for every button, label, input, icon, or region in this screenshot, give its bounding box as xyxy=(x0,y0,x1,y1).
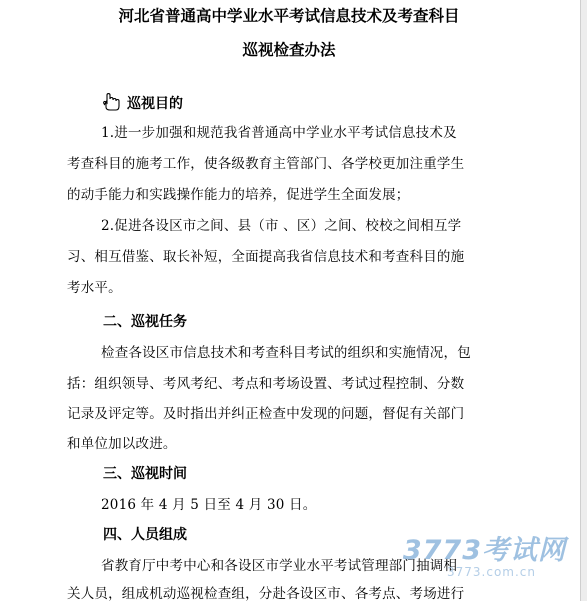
body-line: 记录及评定等。及时指出并纠正检查中发现的问题，督促有关部门 xyxy=(67,406,465,422)
body-line: 和单位加以改进。 xyxy=(67,436,177,452)
section-heading-purpose xyxy=(103,93,183,113)
body-line: 1.进一步加强和规范我省普通高中学业水平考试信息技术及 xyxy=(101,125,457,141)
watermark-logo-text: 3773考试网 xyxy=(402,535,566,566)
section-heading-staff: 四、人员组成 xyxy=(103,527,187,543)
section-heading-tasks: 二、巡视任务 xyxy=(103,314,187,330)
body-line: 的动手能力和实践操作能力的培养，促进学生全面发展； xyxy=(67,187,410,203)
body-line: 考水平。 xyxy=(67,280,122,296)
body-line: 习、相互借鉴、取长补短，全面提高我省信息技术和考查科目的施 xyxy=(67,249,465,265)
body-line: 2016 年 4 月 5 日至 4 月 30 日。 xyxy=(101,497,317,513)
document-title-line-1: 河北省普通高中学业水平考试信息技术及考查科目 xyxy=(118,7,460,25)
watermark-url: 3773.com.cn xyxy=(447,565,536,579)
body-line: 2.促进各设区市之间、县（市 、区）之间、校校之间相互学 xyxy=(101,218,462,234)
hand-pointer-icon xyxy=(103,93,123,111)
section-heading-time: 三、巡视时间 xyxy=(103,466,187,482)
document-title-line-2: 巡视检查办法 xyxy=(242,41,336,59)
body-line: 检查各设区市信息技术和考查科目考试的组织和实施情况，包 xyxy=(101,345,471,361)
body-line: 关人员，组成机动巡视检查组，分赴各设区市、各考点、考场进行 xyxy=(67,586,465,602)
body-line: 括：组织领导、考风考纪、考点和考场设置、考试过程控制、分数 xyxy=(67,376,465,392)
viewer-scrollbar[interactable] xyxy=(580,0,587,601)
body-line: 考查科目的施考工作，使各级教育主管部门、各学校更加注重学生 xyxy=(67,156,465,172)
body-line: 省教育厅中考中心和各设区市学业水平考试管理部门抽调相 xyxy=(101,558,458,574)
section-heading-purpose-text: 巡视目的 xyxy=(127,96,183,112)
site-watermark xyxy=(403,537,566,579)
